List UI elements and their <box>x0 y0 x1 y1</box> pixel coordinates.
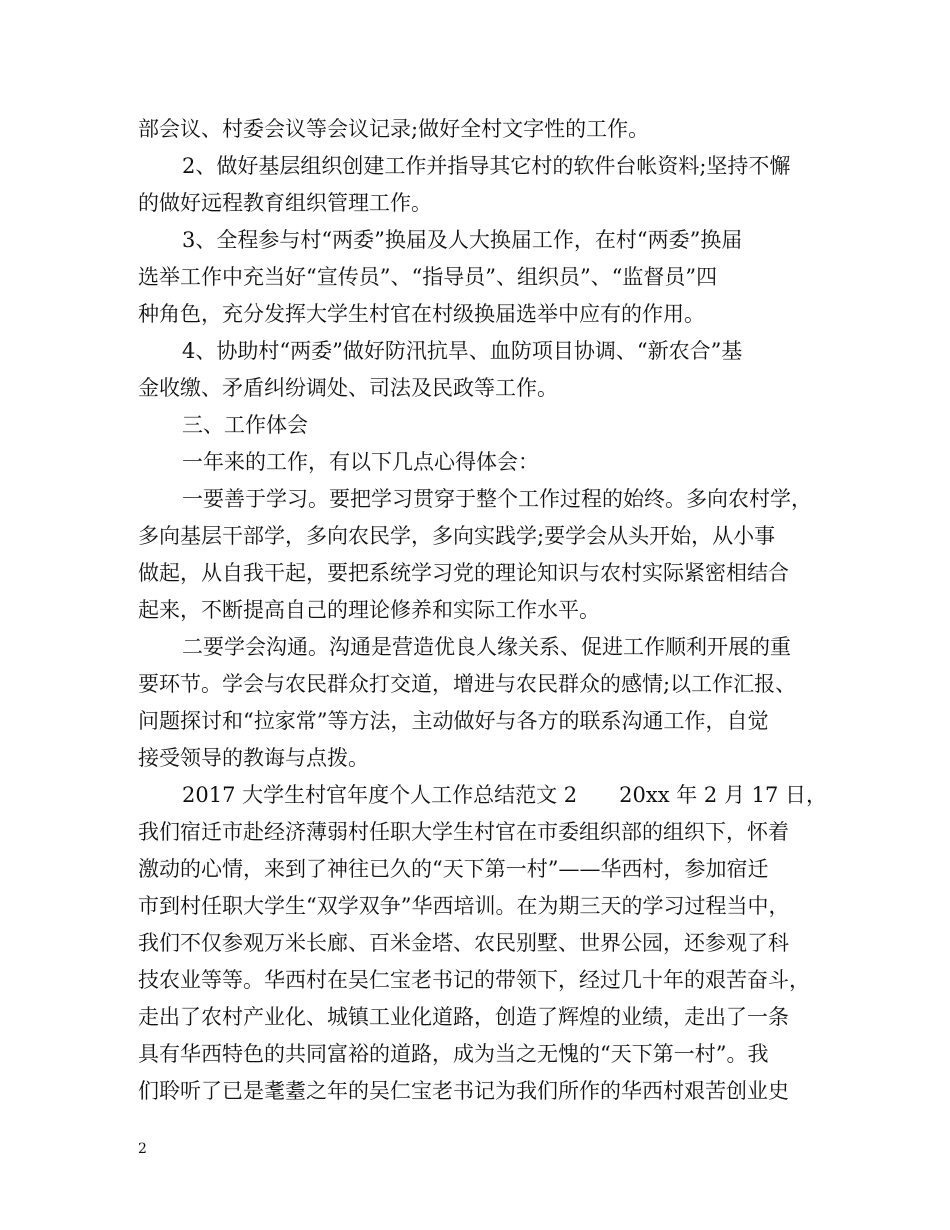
text-line: 激动的心情，来到了神往已久的“天下第一村”——华西村，参加宿迁 <box>138 857 769 881</box>
text-line: 我们不仅参观万米长廊、百米金塔、农民别墅、世界公园，还参观了科 <box>138 931 789 955</box>
text-line: 的做好远程教育组织管理工作。 <box>138 191 432 215</box>
text-line: 多向基层干部学，多向农民学，多向实践学;要学会从头开始，从小事 <box>138 524 776 548</box>
text-line: 部会议、村委会议等会议记录;做好全村文字性的工作。 <box>138 117 650 141</box>
text-line: 做起，从自我干起，要把系统学习党的理论知识与农村实际紧密相结合 <box>138 561 789 585</box>
text-line: 2017 大学生村官年度个人工作总结范文 2 20xx 年 2 月 17 日， <box>182 783 828 807</box>
text-line: 一要善于学习。要把学习贯穿于整个工作过程的始终。多向农村学， <box>182 487 812 511</box>
text-line: 要环节。学会与农民群众打交道，增进与农民群众的感情;以工作汇报、 <box>138 672 797 696</box>
text-line: 我们宿迁市赴经济薄弱村任职大学生村官在市委组织部的组织下，怀着 <box>138 820 789 844</box>
text-line: 3、全程参与村“两委”换届及人大换届工作，在村“两委”换届 <box>182 228 743 252</box>
page-number: 2 <box>138 1141 147 1157</box>
text-line: 一年来的工作，有以下几点心得体会： <box>182 450 539 474</box>
text-line: 具有华西特色的共同富裕的道路，成为当之无愧的“天下第一村”。我 <box>138 1042 769 1066</box>
text-line: 市到村任职大学生“双学双争”华西培训。在为期三天的学习过程当中， <box>138 894 790 918</box>
text-line: 金收缴、矛盾纠纷调处、司法及民政等工作。 <box>138 376 558 400</box>
text-line: 们聆听了已是耄耋之年的吴仁宝老书记为我们所作的华西村艰苦创业史 <box>138 1079 789 1103</box>
text-line: 选举工作中充当好“宣传员”、“指导员”、组织员”、“监督员”四 <box>138 265 718 289</box>
text-line: 技农业等等。华西村在吴仁宝老书记的带领下，经过几十年的艰苦奋斗， <box>138 968 810 992</box>
text-line: 2、做好基层组织创建工作并指导其它村的软件台帐资料;坚持不懈 <box>182 154 791 178</box>
text-line: 种角色，充分发挥大学生村官在村级换届选举中应有的作用。 <box>138 302 705 326</box>
text-line: 走出了农村产业化、城镇工业化道路，创造了辉煌的业绩，走出了一条 <box>138 1005 789 1029</box>
document-body <box>138 111 828 1110</box>
text-line: 起来，不断提高自己的理论修养和实际工作水平。 <box>138 598 600 622</box>
text-line: 4、协助村“两委”做好防汛抗旱、血防项目协调、“新农合”基 <box>182 339 743 363</box>
text-line: 问题探讨和“拉家常”等方法，主动做好与各方的联系沟通工作，自觉 <box>138 709 769 733</box>
text-line: 二要学会沟通。沟通是营造优良人缘关系、促进工作顺利开展的重 <box>182 635 791 659</box>
text-line: 接受领导的教诲与点拨。 <box>138 746 369 770</box>
section-heading: 三、工作体会 <box>182 413 308 437</box>
